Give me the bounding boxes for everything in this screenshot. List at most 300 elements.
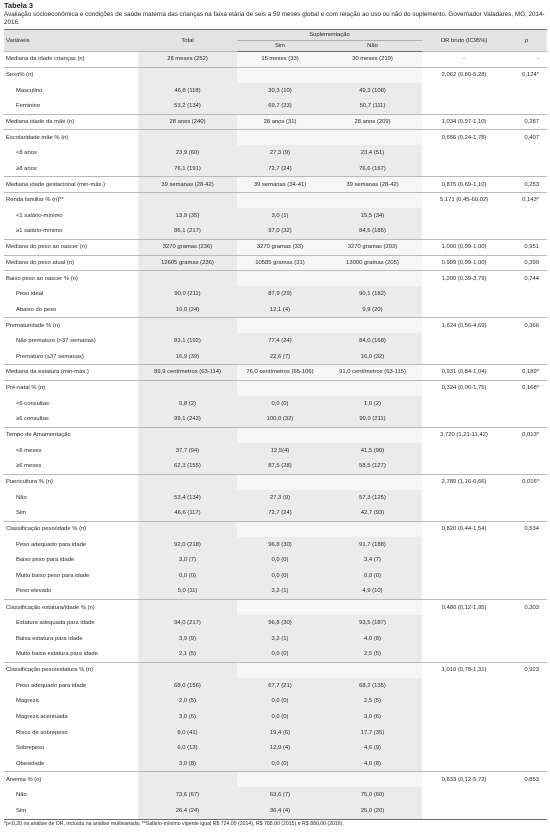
cell-n: 57,3 (125) (323, 490, 422, 506)
cell-p: 0,189* (506, 365, 547, 381)
cell-t: 0,8 (2) (138, 396, 237, 412)
cell-s: 96,8 (30) (237, 615, 323, 631)
cell-t: 28 meses (252) (138, 52, 237, 68)
table-title: Tabela 3 (4, 1, 34, 10)
cell-t: 3,9 (9) (138, 631, 237, 647)
cell-or: 0,820 (0,44-1,54) (422, 521, 506, 537)
cell-t: 39 semanas (28-42) (138, 177, 237, 193)
cell-p: 0,168* (506, 380, 547, 396)
cell-or: - (422, 52, 506, 68)
cell-l: Puericultura % (n) (4, 474, 138, 490)
cell-s: 30,3 (10) (237, 83, 323, 99)
cell-or: 1,034 (0,97-1,10) (422, 114, 506, 130)
cell-n: 3270 gramas (203) (323, 239, 422, 255)
cell-n: 75,0 (60) (323, 787, 422, 803)
cell-t: 2,1 (5) (138, 646, 237, 662)
cell-t (138, 772, 237, 788)
cell-or (422, 506, 506, 522)
cell-or (422, 302, 506, 318)
cell-l: Peso elevado (16, 588, 52, 595)
cell-s (237, 662, 323, 678)
cell-l: Classificação peso/estatura % (n) (4, 662, 138, 678)
table-row (4, 584, 547, 600)
cell-p: 0,303 (506, 599, 547, 615)
cell-l: Obesidade (16, 760, 45, 767)
cell-p: 0,534 (506, 521, 547, 537)
cell-l: Prematuridade % (n) (4, 318, 138, 334)
cell-t (138, 318, 237, 334)
table-row (4, 678, 547, 694)
cell-p: 0,143* (506, 192, 547, 208)
cell-n (323, 67, 422, 83)
cell-t: 5,0 (11) (138, 584, 237, 600)
table-row (4, 161, 547, 177)
cell-or: 1,200 (0,39-3,79) (422, 271, 506, 287)
cell-n (323, 662, 422, 678)
cell-l: ≥6 meses (16, 463, 42, 470)
cell-l: Baixa estatura para idade (16, 635, 83, 642)
cell-n (323, 772, 422, 788)
cell-s (237, 427, 323, 443)
cell-p (506, 396, 547, 412)
cell-s (237, 192, 323, 208)
cell-n: 3,4 (7) (323, 553, 422, 569)
cell-n: 93,5 (187) (323, 615, 422, 631)
cell-s: 36,4 (4) (237, 803, 323, 819)
cell-s: 39 semanas (34-41) (237, 177, 323, 193)
cell-l: Sim (16, 807, 27, 814)
cell-or (422, 631, 506, 647)
table-row (4, 145, 547, 161)
cell-or (422, 145, 506, 161)
cell-l: Não (16, 792, 27, 799)
cell-s: 87,5 (28) (237, 459, 323, 475)
table-row (4, 772, 547, 788)
cell-t: 76,1 (191) (138, 161, 237, 177)
cell-n: 4,6 (9) (323, 740, 422, 756)
cell-s (237, 130, 323, 146)
cell-p (506, 333, 547, 349)
header-sim: Sim (237, 41, 323, 52)
cell-s: 63,6 (7) (237, 787, 323, 803)
cell-p (506, 615, 547, 631)
cell-n: 17,7 (35) (323, 725, 422, 741)
cell-l: Pré-natal % (n) (4, 380, 138, 396)
cell-s: 12,9 (4) (237, 740, 323, 756)
cell-t: 62,3 (155) (138, 459, 237, 475)
cell-or (422, 740, 506, 756)
cell-t: 53,4 (134) (138, 490, 237, 506)
cell-n: 50,7 (111) (323, 98, 422, 114)
cell-t: 94,0 (217) (138, 615, 237, 631)
cell-n: 16,0 (32) (323, 349, 422, 365)
cell-l: Estatura adequada para idade (16, 619, 95, 626)
cell-or (422, 412, 506, 428)
table-row (4, 98, 547, 114)
table-row (4, 521, 547, 537)
cell-l: <1 salário-mínimo (16, 212, 63, 219)
cell-t: 26,4 (24) (138, 803, 237, 819)
cell-or (422, 615, 506, 631)
cell-or (422, 646, 506, 662)
cell-p: 0,853 (506, 772, 547, 788)
table-row (4, 646, 547, 662)
cell-or (422, 756, 506, 772)
cell-p (506, 349, 547, 365)
table-header (4, 30, 547, 52)
cell-l: <8 anos (16, 150, 37, 157)
cell-n: 76,6 (167) (323, 161, 422, 177)
cell-l: Classificação estatura/idade % (n) (4, 599, 138, 615)
cell-n: 2,5 (5) (323, 646, 422, 662)
cell-l: Peso ideal (16, 291, 44, 298)
cell-s (237, 67, 323, 83)
cell-or (422, 709, 506, 725)
cell-s: 100,0 (32) (237, 412, 323, 428)
cell-or (422, 443, 506, 459)
table-row (4, 208, 547, 224)
cell-s: 0,0 (0) (237, 709, 323, 725)
cell-p (506, 412, 547, 428)
cell-s: 3,2 (1) (237, 631, 323, 647)
cell-p (506, 98, 547, 114)
cell-n: 30 meses (219) (323, 52, 422, 68)
cell-or: 1,624 (0,56-4,69) (422, 318, 506, 334)
cell-t: 86,1 (217) (138, 224, 237, 240)
cell-p (506, 803, 547, 819)
table-row (4, 756, 547, 772)
table-row (4, 130, 547, 146)
cell-p: 0,287 (506, 114, 547, 130)
cell-p: 0,951 (506, 239, 547, 255)
cell-s: 15 meses (33) (237, 52, 323, 68)
table-row (4, 506, 547, 522)
cell-or (422, 349, 506, 365)
cell-s: 0,0 (0) (237, 693, 323, 709)
cell-or (422, 286, 506, 302)
cell-s: 97,0 (32) (237, 224, 323, 240)
cell-p (506, 286, 547, 302)
cell-t: 28 anos (240) (138, 114, 237, 130)
cell-s (237, 271, 323, 287)
cell-n: 4,0 (8) (323, 631, 422, 647)
cell-l: Tempo de Amamentação (4, 427, 138, 443)
cell-t (138, 427, 237, 443)
cell-or (422, 725, 506, 741)
header-or: OR bruto (IC95%) (422, 30, 506, 52)
cell-p (506, 145, 547, 161)
table-row (4, 224, 547, 240)
cell-t: 0,0 (0) (138, 568, 237, 584)
table-row (4, 615, 547, 631)
cell-n (323, 192, 422, 208)
cell-s: 27,3 (9) (237, 490, 323, 506)
cell-p: 0,366 (506, 318, 547, 334)
table-row (4, 553, 547, 569)
cell-t (138, 130, 237, 146)
cell-s (237, 521, 323, 537)
cell-or: 5,171 (0,45-60,02) (422, 192, 506, 208)
cell-n: 49,3 (108) (323, 83, 422, 99)
header-variaveis: Variáveis (4, 30, 138, 52)
cell-p (506, 678, 547, 694)
table-row (4, 239, 547, 255)
cell-s: 22,6 (7) (237, 349, 323, 365)
cell-t: 90,0 (211) (138, 286, 237, 302)
cell-p (506, 459, 547, 475)
cell-n (323, 271, 422, 287)
table-row (4, 459, 547, 475)
table-row (4, 474, 547, 490)
cell-l: Peso adequado para idade (16, 541, 87, 548)
table-row (4, 740, 547, 756)
cell-n (323, 474, 422, 490)
cell-l: Magreza (16, 698, 39, 705)
cell-p: 0,016* (506, 474, 547, 490)
cell-p: 0,744 (506, 271, 547, 287)
table-row (4, 631, 547, 647)
cell-l: Anemia % (n) (4, 772, 138, 788)
cell-p (506, 756, 547, 772)
cell-or (422, 537, 506, 553)
cell-n: 42,7 (93) (323, 506, 422, 522)
cell-p (506, 631, 547, 647)
cell-or (422, 208, 506, 224)
cell-s: 19,4 (6) (237, 725, 323, 741)
cell-n: 91,0 centímetros (63-115) (323, 365, 422, 381)
cell-l: Risco de sobrepeso (16, 729, 68, 736)
cell-n (323, 521, 422, 537)
cell-s: 10585 gramas (31) (237, 255, 323, 271)
cell-l: Mediana do peso atual (n) (4, 255, 138, 271)
cell-s (237, 474, 323, 490)
cell-t (138, 521, 237, 537)
cell-or: 3,720 (1,21-11,42) (422, 427, 506, 443)
cell-l: Peso adequado para idade (16, 682, 87, 689)
cell-n: 99,0 (211) (323, 412, 422, 428)
cell-t: 12605 gramas (236) (138, 255, 237, 271)
cell-or: 1,000 (0,99-1,00) (422, 239, 506, 255)
table-row (4, 114, 547, 130)
cell-l: ≥8 anos (16, 165, 37, 172)
cell-s: 3,0 (1) (237, 208, 323, 224)
cell-or (422, 224, 506, 240)
cell-s: 87,9 (29) (237, 286, 323, 302)
cell-s: 72,7 (24) (237, 506, 323, 522)
cell-p: 0,253 (506, 177, 547, 193)
cell-or: 0,833 (0,12-5,72) (422, 772, 506, 788)
cell-n: 25,0 (20) (323, 803, 422, 819)
cell-t (138, 380, 237, 396)
cell-l: Não prematuro (>37 semanas) (16, 338, 96, 345)
cell-s: 0,0 (0) (237, 646, 323, 662)
cell-l: ≥6 consultas (16, 416, 49, 423)
table-row (4, 177, 547, 193)
table-row (4, 318, 547, 334)
cell-t: 46,6 (117) (138, 506, 237, 522)
cell-n: 84,0 (168) (323, 333, 422, 349)
cell-p: 0,923 (506, 662, 547, 678)
cell-n: 1,0 (2) (323, 396, 422, 412)
cell-t (138, 599, 237, 615)
cell-l: Muito baixa estatura para idade (16, 651, 98, 658)
cell-or (422, 161, 506, 177)
cell-n: 28 anos (209) (323, 114, 422, 130)
cell-p (506, 83, 547, 99)
cell-t: 46,8 (118) (138, 83, 237, 99)
cell-p (506, 302, 547, 318)
cell-s: 67,7 (21) (237, 678, 323, 694)
cell-n: 91,7 (188) (323, 537, 422, 553)
cell-or (422, 678, 506, 694)
cell-n (323, 130, 422, 146)
cell-s: 27,3 (9) (237, 145, 323, 161)
header-p: p (506, 30, 547, 52)
cell-s: 12,5(4) (237, 443, 323, 459)
cell-n: 68,2 (135) (323, 678, 422, 694)
cell-t: 2,0 (5) (138, 693, 237, 709)
table-row (4, 803, 547, 819)
cell-n (323, 599, 422, 615)
cell-p: 0,407 (506, 130, 547, 146)
cell-or (422, 333, 506, 349)
cell-p (506, 646, 547, 662)
cell-p (506, 208, 547, 224)
table-row (4, 192, 547, 208)
cell-or (422, 490, 506, 506)
cell-n: 39 semanas (28-42) (323, 177, 422, 193)
cell-n: 58,5 (127) (323, 459, 422, 475)
cell-l: Classificação peso/idade % (n) (4, 521, 138, 537)
cell-l: Muito baixo peso para idade (16, 572, 90, 579)
cell-t: 6,0 (13) (138, 740, 237, 756)
cell-or (422, 693, 506, 709)
cell-p: 0,124* (506, 67, 547, 83)
cell-p (506, 740, 547, 756)
header-suplementacao: Suplementação (237, 30, 422, 41)
table-row (4, 568, 547, 584)
cell-l: Mediana da idade crianças (n) (4, 52, 138, 68)
cell-p (506, 161, 547, 177)
cell-or (422, 568, 506, 584)
cell-n: 3,0 (6) (323, 709, 422, 725)
cell-l: Mediana idade gestacional (min-máx.) (4, 177, 138, 193)
cell-or: 0,324 (0,06-1,75) (422, 380, 506, 396)
table-row (4, 412, 547, 428)
cell-p: 0,399 (506, 255, 547, 271)
cell-p: 0,013* (506, 427, 547, 443)
cell-or: 1,010 (0,78-1,31) (422, 662, 506, 678)
cell-l: Não (16, 494, 27, 501)
header-total: Total (138, 30, 237, 52)
cell-s: 0,0 (0) (237, 396, 323, 412)
cell-l: Sexo% (n) (4, 67, 138, 83)
cell-t: 3,0 (8) (138, 756, 237, 772)
cell-t (138, 67, 237, 83)
cell-or (422, 98, 506, 114)
cell-n (323, 427, 422, 443)
cell-n: 90,1 (182) (323, 286, 422, 302)
cell-t: 73,6 (67) (138, 787, 237, 803)
cell-l: Baixo peso para idade (16, 557, 75, 564)
table-row (4, 380, 547, 396)
cell-p (506, 787, 547, 803)
cell-s (237, 318, 323, 334)
cell-p (506, 506, 547, 522)
cell-l: Escolaridade mãe % (n) (4, 130, 138, 146)
cell-t: 83,1 (192) (138, 333, 237, 349)
cell-n: 0,0 (0) (323, 568, 422, 584)
cell-t: 53,2 (134) (138, 98, 237, 114)
cell-l: Prematuro (≤37 semanas) (16, 353, 84, 360)
table-row (4, 537, 547, 553)
cell-s: 69,7 (23) (237, 98, 323, 114)
cell-t: 8,0 (41) (138, 725, 237, 741)
cell-or (422, 584, 506, 600)
cell-t: 13,9 (35) (138, 208, 237, 224)
cell-or (422, 803, 506, 819)
cell-s: 12,1 (4) (237, 302, 323, 318)
cell-s: 72,7 (24) (237, 161, 323, 177)
cell-l: ≥1 salário-mínimo (16, 228, 63, 235)
table-row (4, 255, 547, 271)
table-row (4, 662, 547, 678)
table-row (4, 693, 547, 709)
cell-or: 0,931 (0,84-1,04) (422, 365, 506, 381)
cell-or (422, 553, 506, 569)
table-row (4, 286, 547, 302)
table-row (4, 333, 547, 349)
cell-l: <6 consultas (16, 400, 49, 407)
cell-l: Magreza acentuada (16, 713, 68, 720)
cell-t (138, 662, 237, 678)
cell-or: 2,062 (0,80-5,28) (422, 67, 506, 83)
cell-t: 23,9 (60) (138, 145, 237, 161)
cell-t: 16,9 (39) (138, 349, 237, 365)
cell-n: 15,5 (34) (323, 208, 422, 224)
document (0, 2, 550, 828)
cell-l: Abaixo do peso (16, 306, 57, 313)
cell-s: 28 anos (31) (237, 114, 323, 130)
cell-t (138, 271, 237, 287)
cell-t: 99,1 (243) (138, 412, 237, 428)
cell-s: 3,2 (1) (237, 584, 323, 600)
table-row (4, 365, 547, 381)
cell-n (323, 380, 422, 396)
cell-or (422, 83, 506, 99)
table-row (4, 302, 547, 318)
cell-p (506, 490, 547, 506)
cell-or (422, 459, 506, 475)
cell-s: 0,0 (0) (237, 756, 323, 772)
cell-s: 77,4 (24) (237, 333, 323, 349)
cell-l: Baixo peso ao nascer % (n) (4, 271, 138, 287)
table-row (4, 443, 547, 459)
table-row (4, 709, 547, 725)
cell-n: 4,9 (10) (323, 584, 422, 600)
cell-or: 2,780 (1,16-6,66) (422, 474, 506, 490)
cell-p (506, 693, 547, 709)
table-row (4, 67, 547, 83)
cell-or (422, 787, 506, 803)
cell-s: 96,8 (30) (237, 537, 323, 553)
table-row (4, 271, 547, 287)
cell-n: 84,5 (185) (323, 224, 422, 240)
cell-t (138, 192, 237, 208)
cell-n: 9,9 (20) (323, 302, 422, 318)
cell-p (506, 443, 547, 459)
cell-t: 89,9 centímetros (63-114) (138, 365, 237, 381)
